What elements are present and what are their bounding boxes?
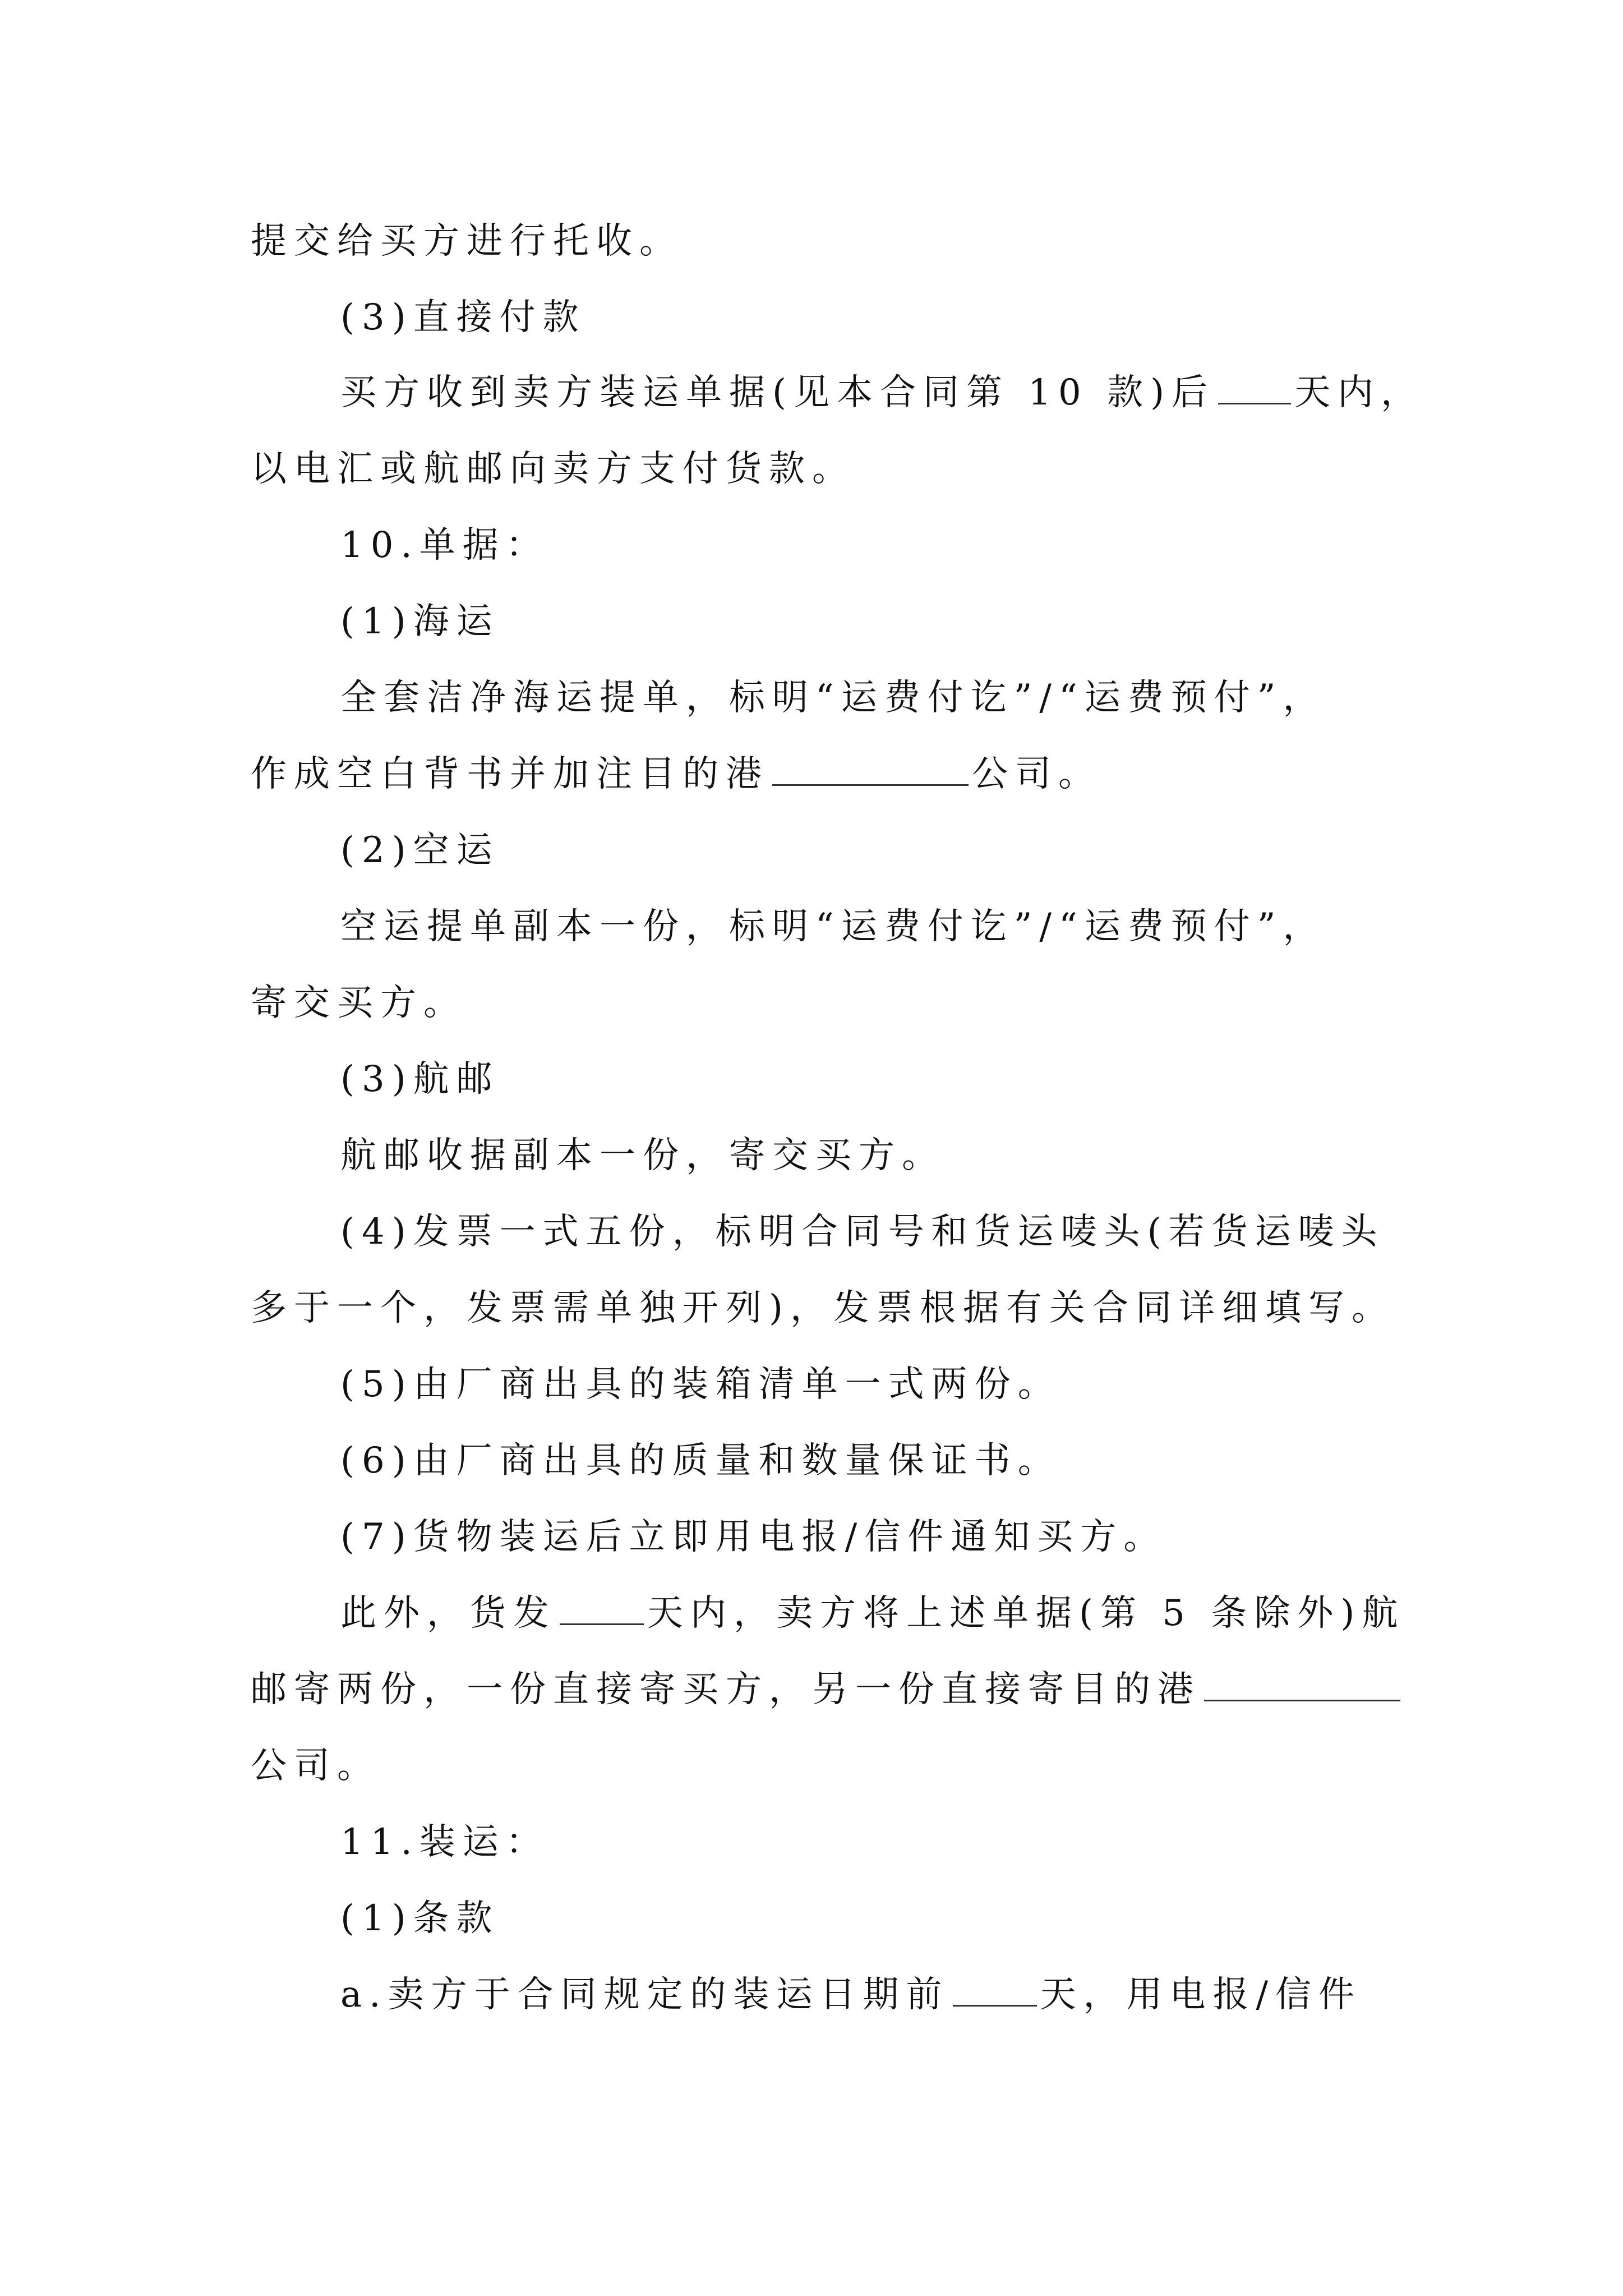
fill-in-blank [772, 752, 969, 786]
section-heading: (1)海运 [340, 601, 500, 642]
clause-heading: 11.装运： [340, 1821, 549, 1863]
text-line: 多于一个，发票需单独开列)，发票根据有关合同详细填写。 [251, 1287, 1395, 1329]
text-segment: a.卖方于合同规定的装运日期前 [340, 1974, 949, 2016]
text-segment: 此外，货发 [340, 1593, 556, 1634]
text-segment: 邮寄两份，一份直接寄买方，另一份直接寄目的港 [251, 1669, 1201, 1710]
text-segment: 天，用电报/信件 [1040, 1974, 1362, 2016]
text-line [340, 1972, 1362, 2017]
text-line: (6)由厂商出具的质量和数量保证书。 [340, 1440, 1061, 1481]
fill-in-blank [953, 1972, 1037, 2007]
text-line: 提交给买方进行托收。 [251, 220, 683, 262]
text-line: 全套洁净海运提单，标明“运费付讫”/“运费预付”， [340, 677, 1326, 719]
fill-in-blank [1204, 1667, 1400, 1701]
text-segment: 作成空白背书并加注目的港 [251, 753, 769, 795]
section-heading: (3)直接付款 [340, 297, 586, 338]
text-line: (7)货物装运后立即用电报/信件通知买方。 [340, 1516, 1167, 1558]
fill-in-blank [1218, 370, 1291, 404]
text-line [251, 1667, 1404, 1712]
text-line: (5)由厂商出具的装箱清单一式两份。 [340, 1364, 1061, 1405]
text-segment: 买方收到卖方装运单据(见本合同第 10 款)后 [340, 372, 1215, 413]
text-line: 空运提单副本一份，标明“运费付讫”/“运费预付”， [340, 906, 1326, 947]
section-heading: (3)航邮 [340, 1059, 500, 1100]
text-line: (4)发票一式五份，标明合同号和货运唛头(若货运唛头 [340, 1211, 1385, 1253]
text-line: 寄交买方。 [251, 982, 467, 1024]
text-line: 航邮收据副本一份，寄交买方。 [340, 1135, 945, 1176]
section-heading: (2)空运 [340, 830, 500, 871]
fill-in-blank [560, 1591, 644, 1625]
text-line [340, 1591, 1405, 1636]
text-line [251, 752, 1101, 797]
text-line: 公司。 [251, 1745, 380, 1787]
text-line [340, 370, 1424, 415]
section-heading: (1)条款 [340, 1898, 500, 1939]
clause-heading: 10.单据： [340, 524, 549, 566]
text-line: 以电汇或航邮向卖方支付货款。 [251, 448, 855, 490]
text-segment: 天内，卖方将上述单据(第 5 条除外)航 [647, 1593, 1405, 1634]
text-segment: 天内， [1294, 372, 1424, 413]
text-segment: 公司。 [972, 753, 1101, 795]
